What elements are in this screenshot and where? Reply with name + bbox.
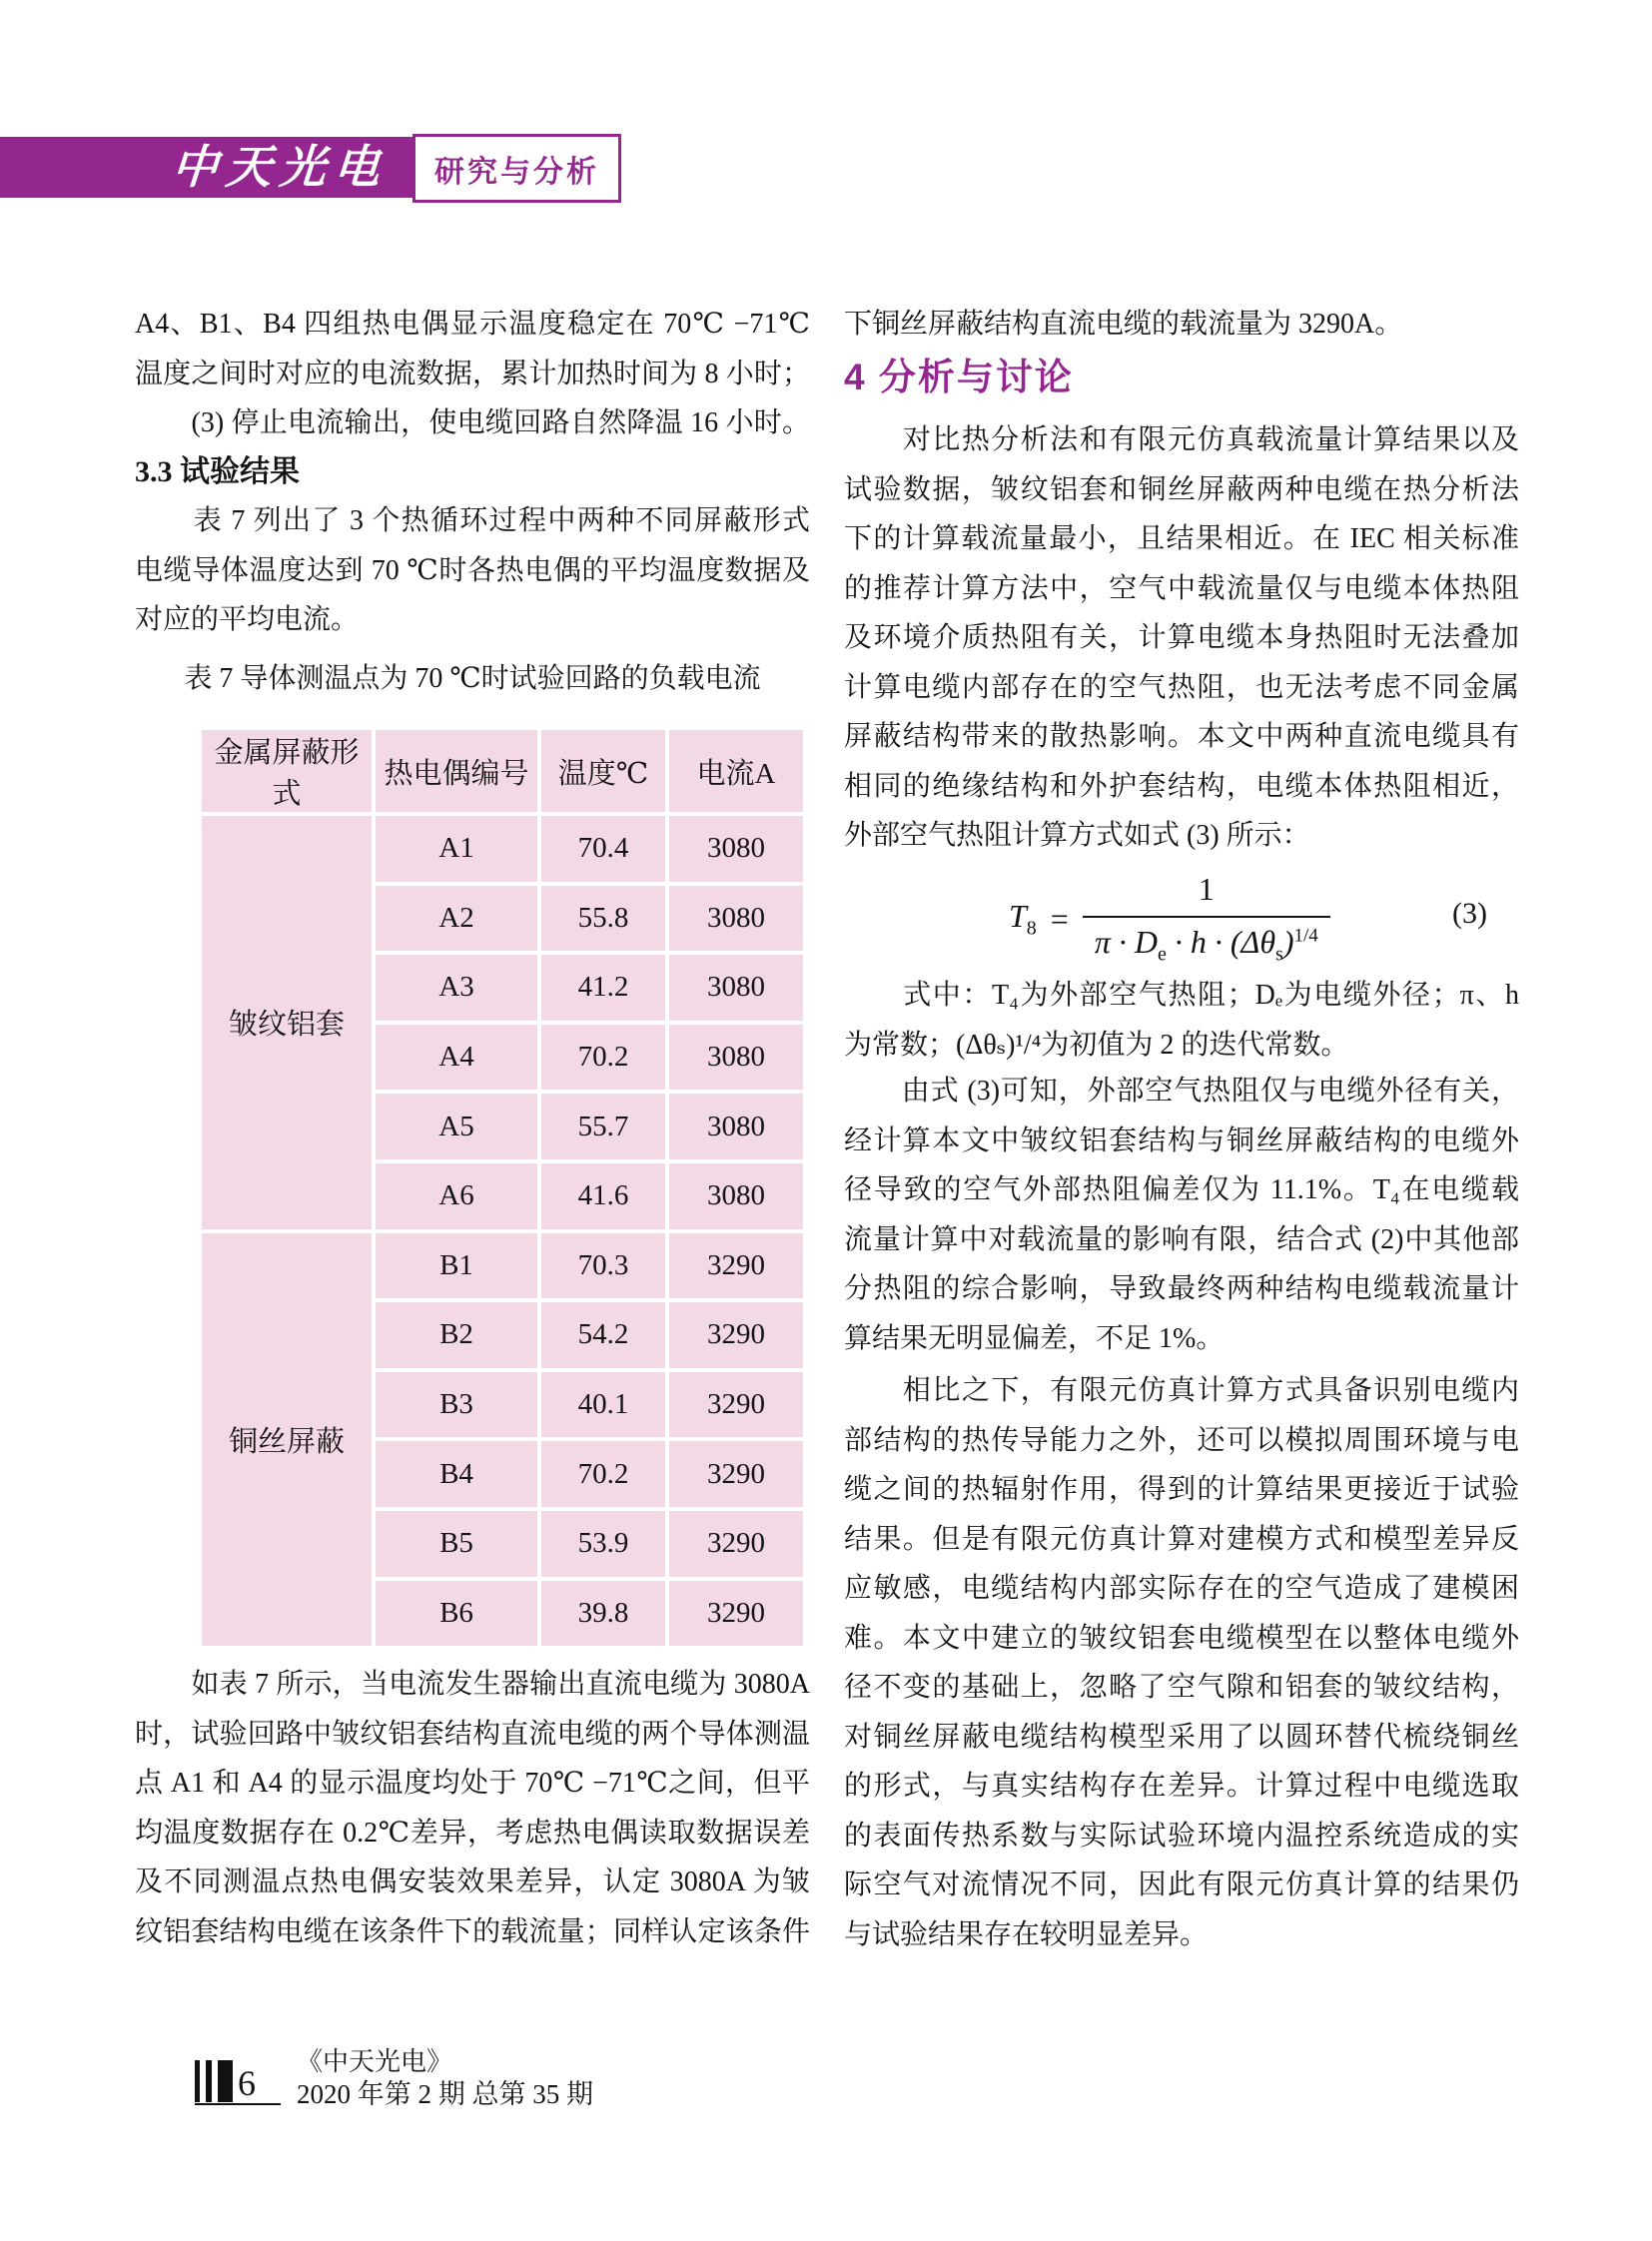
text-line: 试验数据，皱纹铝套和铜丝屏蔽两种电缆在热分析法 xyxy=(844,473,1519,505)
issue-barcode-icon xyxy=(195,2060,233,2102)
table-cell: A3 xyxy=(374,953,539,1023)
text-line: 结果。但是有限元仿真计算对建模方式和模型差异反 xyxy=(844,1523,1519,1555)
text-line: 的形式，与真实结构存在差异。计算过程中电缆选取 xyxy=(844,1771,1519,1802)
table-cell: A1 xyxy=(374,814,539,884)
table-cell: A4 xyxy=(374,1023,539,1093)
text-line: 相同的绝缘结构和外护套结构，电缆本体热阻相近， xyxy=(844,770,1519,802)
left-paragraph-1 xyxy=(135,300,810,448)
table-group-label: 铜丝屏蔽 xyxy=(200,1231,374,1649)
table-header-cell: 电流A xyxy=(667,728,805,814)
table-cell: 3290 xyxy=(667,1300,805,1370)
text-line: 均温度数据存在 0.2℃差异，考虑热电偶读取数据误差 xyxy=(135,1817,810,1849)
page-number: 6 xyxy=(238,2063,256,2103)
table-cell: 3290 xyxy=(667,1579,805,1649)
text-line: 由式 (3)可知，外部空气热阻仅与电缆外径有关， xyxy=(844,1076,1519,1107)
text-line: 经计算本文中皱纹铝套结构与铜丝屏蔽结构的电缆外 xyxy=(844,1124,1519,1156)
table-row xyxy=(200,1231,805,1301)
text-line: 纹铝套结构电缆在该条件下的载流量；同样认定该条件 xyxy=(135,1915,810,1947)
subsection-heading: 3.3 试验结果 xyxy=(135,455,300,488)
table-row xyxy=(200,814,805,884)
text-line: 外部空气热阻计算方式如式 (3) 所示： xyxy=(844,820,1310,851)
text-line: 难。本文中建立的皱纹铝套电缆模型在以整体电缆外 xyxy=(844,1622,1519,1654)
table-header-cell: 温度℃ xyxy=(539,728,667,814)
right-paragraph-1 xyxy=(844,415,1519,861)
text-line: 屏蔽结构带来的散热影响。本文中两种直流电缆具有 xyxy=(844,721,1519,752)
text-line: 表 7 列出了 3 个热循环过程中两种不同屏蔽形式 xyxy=(135,505,810,536)
formula-lhs: $T_8$ xyxy=(1009,897,1037,940)
text-line: A4、B1、B4 四组热电偶显示温度稳定在 70℃ −71℃ xyxy=(135,309,810,340)
table-cell: 39.8 xyxy=(539,1579,667,1649)
text-line: 对比热分析法和有限元仿真载流量计算结果以及 xyxy=(844,424,1519,455)
table-header-cell: 热电偶编号 xyxy=(374,728,539,814)
text-line: 流量计算中对载流量的影响有限，结合式 (2)中其他部 xyxy=(844,1223,1519,1255)
footer-journal-info xyxy=(297,2047,593,2111)
load-current-table xyxy=(198,726,807,1650)
formula-fraction xyxy=(1083,871,1330,966)
text-line: 分热阻的综合影响，导致最终两种结构电缆载流量计 xyxy=(844,1273,1519,1304)
table-cell: 3080 xyxy=(667,814,805,884)
text-line: 时，试验回路中皱纹铝套结构直流电缆的两个导体测温 xyxy=(135,1718,810,1750)
text-line: 下的计算载流量最小，且结果相近。在 IEC 相关标准 xyxy=(844,523,1519,554)
text-line: 际空气对流情况不同，因此有限元仿真计算的结果仍 xyxy=(844,1869,1519,1900)
text-line: 相比之下，有限元仿真计算方式具备识别电缆内 xyxy=(844,1375,1519,1406)
table-cell: 55.8 xyxy=(539,884,667,954)
table-cell: B4 xyxy=(374,1439,539,1509)
text-line: 缆之间的热辐射作用，得到的计算结果更接近于试验 xyxy=(844,1474,1519,1505)
table-group-label: 皱纹铝套 xyxy=(200,814,374,1231)
text-line: 下铜丝屏蔽结构直流电缆的载流量为 3290A。 xyxy=(844,309,1403,340)
table-cell: B2 xyxy=(374,1300,539,1370)
fraction-denominator: $\pi \cdot D_e \cdot h \cdot (\Delta\theta_s)^{1/4}$ xyxy=(1094,924,1318,966)
column-tag-box xyxy=(413,134,621,203)
table-cell: 3080 xyxy=(667,884,805,954)
table-cell: 41.6 xyxy=(539,1161,667,1231)
equation-3 xyxy=(844,859,1519,979)
column-tag-label: 研究与分析 xyxy=(434,155,599,189)
equals-sign: = xyxy=(1050,900,1069,937)
text-line: 及环境介质热阻有关，计算电缆本身热阻时无法叠加 xyxy=(844,622,1519,653)
text-line: 的表面传热系数与实际试验环境内温控系统造成的实 xyxy=(844,1820,1519,1852)
right-paragraph-3 xyxy=(844,1067,1519,1363)
fraction-numerator: 1 xyxy=(1083,871,1330,918)
table-cell: 3080 xyxy=(667,1023,805,1093)
text-line: 径导致的空气外部热阻偏差仅为 11.1%。T₄在电缆载 xyxy=(844,1174,1519,1205)
table-cell: B6 xyxy=(374,1579,539,1649)
table-cell: 3080 xyxy=(667,953,805,1023)
table-cell: 3290 xyxy=(667,1370,805,1440)
text-line: 的推荐计算方法中，空气中载流量仅与电缆本体热阻 xyxy=(844,572,1519,604)
table-cell: A5 xyxy=(374,1092,539,1161)
right-paragraph-4 xyxy=(844,1366,1519,1959)
table-cell: B1 xyxy=(374,1231,539,1301)
right-paragraph-2 xyxy=(844,971,1519,1070)
table-cell: 70.2 xyxy=(539,1439,667,1509)
journal-logo: 中天光电 xyxy=(170,142,390,193)
text-line: 如表 7 所示，当电流发生器输出直流电缆为 3080A xyxy=(135,1669,810,1700)
table-cell: 40.1 xyxy=(539,1370,667,1440)
text-line: 对应的平均电流。 xyxy=(135,604,360,635)
text-line: 电缆导体温度达到 70 ℃时各热电偶的平均温度数据及 xyxy=(135,554,810,586)
text-line: 与试验结果存在较明显差异。 xyxy=(844,1918,1209,1950)
text-line: 为常数；(Δθₛ)¹/⁴为初值为 2 的迭代常数。 xyxy=(844,1029,1349,1061)
section-heading: 4 分析与讨论 xyxy=(844,357,1074,397)
text-line: (3) 停止电流输出，使电缆回路自然降温 16 小时。 xyxy=(135,407,810,438)
table-body xyxy=(200,814,805,1648)
table-header-cell: 金属屏蔽形式 xyxy=(200,728,374,814)
table-caption: 表 7 导体测温点为 70 ℃时试验回路的负载电流 xyxy=(184,663,761,694)
journal-title: 《中天光电》 xyxy=(297,2047,453,2076)
text-line: 应敏感，电缆结构内部实际存在的空气造成了建模困 xyxy=(844,1573,1519,1604)
text-line: 对铜丝屏蔽电缆结构模型采用了以圆环替代梳绕铜丝 xyxy=(844,1721,1519,1753)
table-cell: 70.4 xyxy=(539,814,667,884)
text-line: 径不变的基础上，忽略了空气隙和铝套的皱纹结构， xyxy=(844,1672,1519,1703)
table-cell: 3290 xyxy=(667,1231,805,1301)
left-paragraph-2 xyxy=(135,496,810,645)
text-line: 算结果无明显偏差，不足 1%。 xyxy=(844,1322,1225,1354)
table-cell: 54.2 xyxy=(539,1300,667,1370)
text-line: 温度之间时对应的电流数据，累计加热时间为 8 小时； xyxy=(135,358,810,389)
table-cell: 55.7 xyxy=(539,1092,667,1161)
table-cell: 53.9 xyxy=(539,1509,667,1579)
table-cell: A2 xyxy=(374,884,539,954)
table-cell: 70.3 xyxy=(539,1231,667,1301)
text-line: 计算电缆内部存在的空气热阻，也无法考虑不同金属 xyxy=(844,671,1519,703)
equation-number: (3) xyxy=(1452,897,1487,930)
text-line: 及不同测温点热电偶安装效果差异，认定 3080A 为皱 xyxy=(135,1867,810,1897)
text-line: 式中：T₄为外部空气热阻；Dₑ为电缆外径；π、h xyxy=(844,980,1519,1011)
right-paragraph-0 xyxy=(844,300,1519,350)
table-cell: A6 xyxy=(374,1161,539,1231)
text-line: 点 A1 和 A4 的显示温度均处于 70℃ −71℃之间，但平 xyxy=(135,1768,810,1799)
table-cell: 41.2 xyxy=(539,953,667,1023)
left-paragraph-3 xyxy=(135,1660,810,1956)
table-cell: 3080 xyxy=(667,1092,805,1161)
issue-info: 2020 年第 2 期 总第 35 期 xyxy=(297,2079,593,2109)
table-cell: 3290 xyxy=(667,1509,805,1579)
text-line: 部结构的热传导能力之外，还可以模拟周围环境与电 xyxy=(844,1424,1519,1456)
table-cell: 70.2 xyxy=(539,1023,667,1093)
footer-rule xyxy=(195,2103,281,2105)
table-cell: 3080 xyxy=(667,1161,805,1231)
table-cell: B3 xyxy=(374,1370,539,1440)
table-cell: B5 xyxy=(374,1509,539,1579)
table-cell: 3290 xyxy=(667,1439,805,1509)
table-header-row xyxy=(200,728,805,814)
header-brand-bar xyxy=(0,137,413,198)
